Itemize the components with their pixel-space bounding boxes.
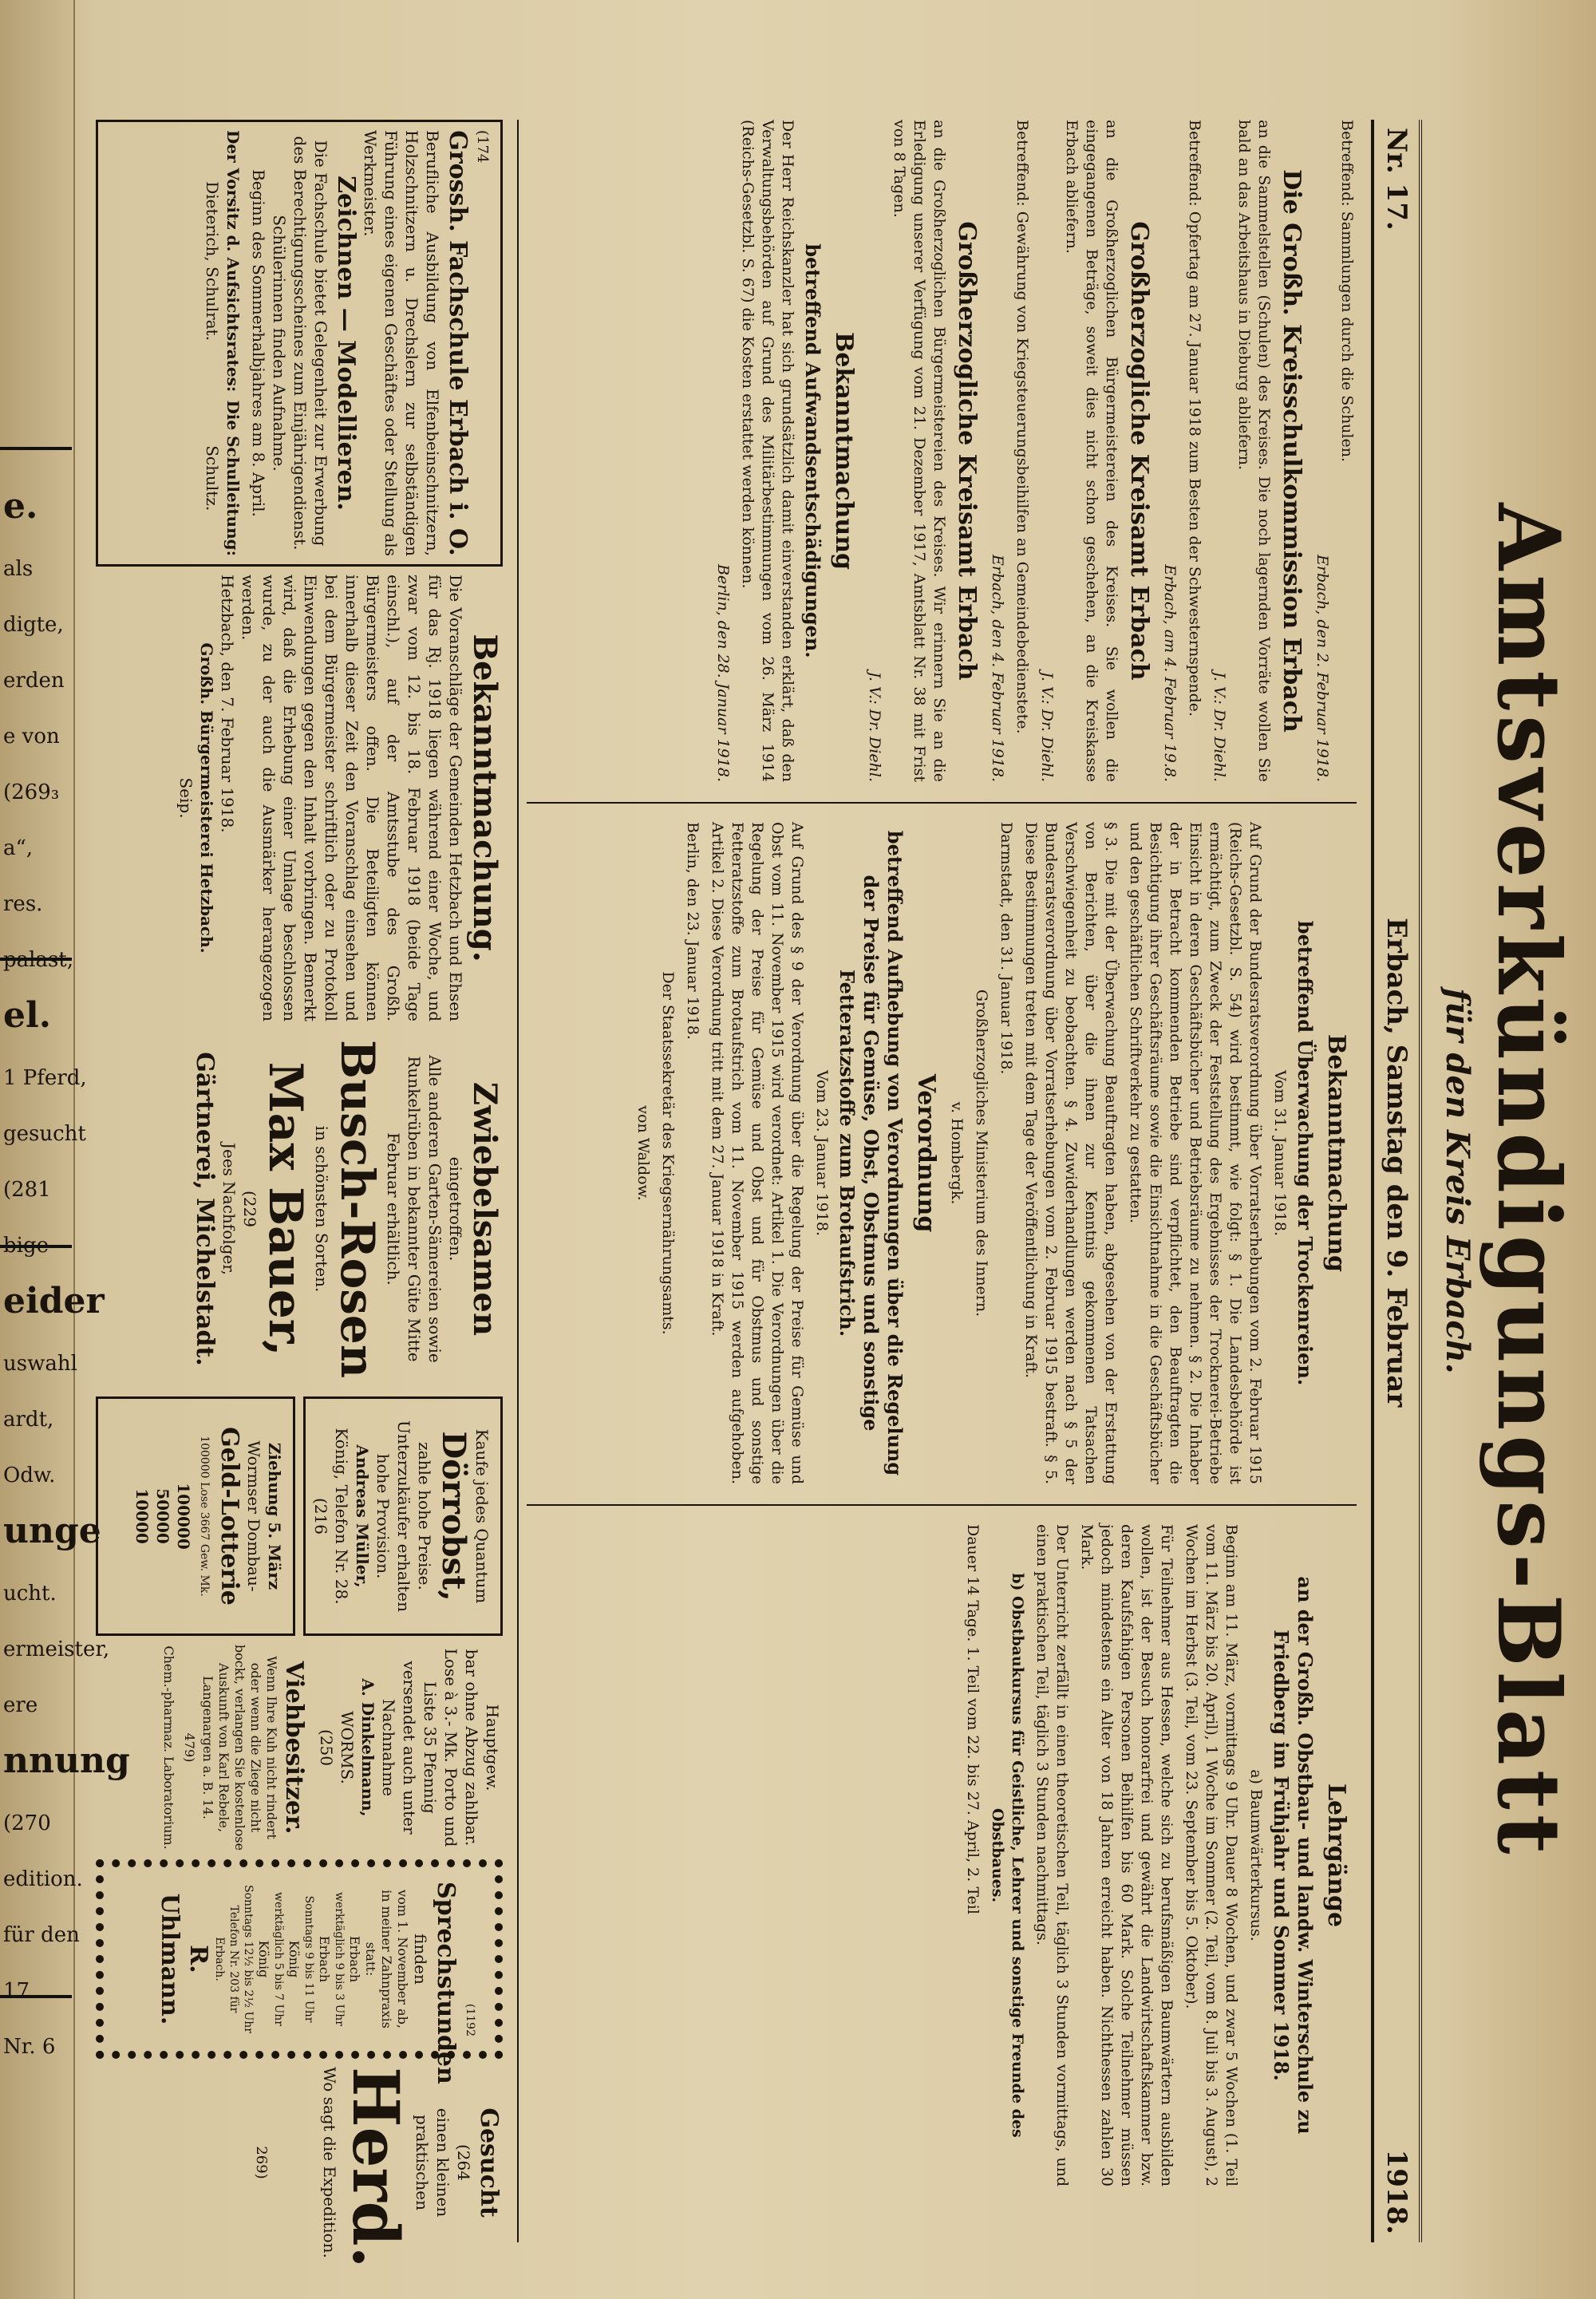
ad-sprechstunden-line-1: finden	[411, 1934, 430, 1985]
ad-vieh-text: Wenn Ihre Kuh nicht rindert oder wenn die Ziege nicht bockt, verlangen Sie kostenlose Auskunft von Karl Rebele, Langenargen a. B. 14.	[200, 1644, 279, 1851]
ad-fachschule-text-4: Beginn des Sommerhalbjahres am 8. April.	[249, 169, 268, 517]
adjacent-page-fragment: e von	[3, 725, 60, 749]
ad-lotterie-heading: Geld-Lotterie	[215, 1427, 243, 1606]
ad-lotterie-details	[96, 1644, 503, 1851]
notice-8-course-b: b) Obstbaukursus für Geistliche, Lehrer und sonstige Freunde des Obstbaues.	[989, 1573, 1026, 2138]
issue-year: 1918.	[1381, 2149, 1412, 2234]
notice-2-date: Erbach, am 4. Februar 19.8.	[1161, 564, 1179, 782]
adjacent-page-fragment: el.	[3, 995, 52, 1036]
ad-gemeinde	[96, 575, 503, 1021]
ad-herd	[96, 2067, 503, 2269]
ad-lotterie-prize-1: 100000	[174, 1483, 193, 1550]
notice-7-heading: Verordnung	[912, 1073, 940, 1233]
page-number: 269)	[253, 2146, 270, 2179]
notice-8-text-4: Dauer 14 Tage. 1. Teil vom 22. bis 27. April, 2. Teil	[964, 1524, 982, 1914]
notice-2-label: Betreffend: Opfertag am 27. Januar 1918 zum Besten der Schwesternspende.	[1186, 120, 1203, 717]
issue-number: Nr. 17.	[1381, 128, 1412, 231]
adjacent-page-fragment: res.	[3, 892, 43, 916]
ad-lotterie-line-2: Wormser Dombau-	[244, 1440, 263, 1592]
ad-gemeinde-heading: Bekanntmachung.	[466, 634, 504, 962]
adjacent-page-fragment: unge	[3, 1511, 101, 1551]
ad-lotterie-label: Hauptgew.	[483, 1704, 502, 1791]
ad-doerrobst-place: König, Telefon Nr. 28.	[332, 1428, 351, 1605]
notice-8-text-2: Für Teilnehmer aus Hessen, welche sich zu berufsmäßigen Baumwärtern ausbilden wollen, ist der Besuch honorarfrei und gewährt die Landwirtschaftskammer bzw. deren Kaufsfahigen Personen Beihilfen bis 60 Mark. Solche Teilnehmer müssen jedoch mindestens ein Alter von 18 Jahren erreicht haben. Nichthessen zahlen 30 Mark.	[1078, 1524, 1175, 2186]
adjacent-page-fragment: (270	[3, 1811, 51, 1835]
notice-5-subheading: betreffend Überwachung der Trockenreien.	[1294, 920, 1317, 1386]
ad-sprechstunden-right-time: Sonntags 9 bis 11 Uhr	[302, 1895, 315, 2023]
notice-4-heading: Bekanntmachung	[830, 331, 858, 570]
ad-zwiebel-sub: eingetroffen.	[446, 1156, 465, 1262]
ad-herd-number: (264	[454, 2144, 473, 2181]
adjacent-page-fragment: gesucht	[3, 1122, 86, 1146]
ad-vieh-footer: Chem.-pharmaz. Laboratorium.	[161, 1645, 176, 1850]
adjacent-page-fragment: 1 Pferd,	[3, 1066, 87, 1090]
notice-4-date: Berlin, den 28. Januar 1918.	[714, 564, 732, 782]
notice-7-name: von Waldow.	[634, 1105, 652, 1201]
ad-fachschule-text: Berufliche Ausbildung von Elfenbeinschnitzern, Holzschnitzern u. Drechslern zur selbständigen Führung eines eigenen Geschäftes oder Stellung als Werkmeister.	[361, 130, 442, 556]
ad-fachschule-right-label: Die Schulleitung:	[223, 400, 243, 556]
adjacent-page-rule	[0, 1995, 72, 1998]
notice-6-signature: Großherzogliches Ministerium des Innern.	[973, 989, 990, 1317]
masthead-subtitle: für den Kreis Erbach.	[1439, 988, 1476, 1374]
notice-8-text-3: Der Unterricht zerfällt in einen theoretischen Teil, täglich 3 Stunden vormittags, und einen praktischen Teil, täglich 3 Stunden nachmittags.	[1033, 1524, 1071, 2186]
notice-1-date: Erbach, den 2. Februar 1918.	[1314, 555, 1331, 782]
notice-8-subheading: an der Großh. Obstbau- und landw. Winterschule zu Friedberg im Frühjahr und Sommer 1918.	[1270, 1576, 1317, 2135]
notice-7-signature: Der Staatssekretär des Kriegsernährungsamts.	[659, 971, 677, 1335]
ad-fachschule-text-2: Die Fachschule bietet Gelegenheit zur Erwerbung des Berechtigungsscheines zum Einjährigendienst.	[290, 136, 330, 551]
ad-lotterie-prize-3: 10000	[132, 1488, 152, 1544]
notice-1-signature: J. V.: Dr. Diehl.	[1211, 671, 1228, 782]
issue-date: Erbach, Samstag den 9. Februar	[1381, 918, 1412, 1408]
notice-7-place: Berlin, den 23. Januar 1918.	[684, 822, 701, 1040]
column-divider	[527, 802, 1357, 804]
notice-2-heading: Großherzogliche Kreisamt Erbach	[1125, 221, 1153, 681]
notice-7-text: Auf Grund des § 9 der Verordnung über die Regelung der Preise für Gemüse und Obst vom 11. November 1915 wird verordnet: Artikel 1. Die Verordnungen über die Regelung der Preise für Gemüse und Obst und für Obstmus und sonstige Fetteratzstoffe zum Brotaufstrich vom 11. November 1915 werden aufgehoben. Artikel 2. Diese Verordnung tritt mit dem 27. Januar 1918 in Kraft.	[709, 822, 806, 1484]
ad-zwiebel	[96, 1029, 503, 1388]
notice-3-text: an die Großherzoglichen Bürgermeistereien des Kreises. Wir erinnern Sie an die Erledigung unserer Verfügung vom 21. Dezember 1917, Amtsblatt Nr. 38 mit Frist von 8 Tagen.	[891, 120, 948, 782]
column-2	[628, 822, 1357, 1484]
adjacent-page-fragment: uswahl	[3, 1352, 77, 1376]
adjacent-page-fragment: bige	[3, 1234, 49, 1258]
ad-zwiebel-heading-2: Busch-Rosen	[330, 1039, 385, 1378]
ad-doerrobst-number: (216	[311, 1498, 330, 1535]
notice-8-heading: Lehrgänge	[1322, 1783, 1350, 1928]
notice-2-signature: J. V.: Dr. Diehl.	[1038, 671, 1056, 782]
adjacent-page-fragment: palast,	[3, 948, 74, 972]
notice-6-name: v. Hombergk.	[948, 1101, 966, 1205]
ad-sprechstunden-line-2: vom 1. November ab, in meiner Zahnpraxis statt:	[363, 1890, 410, 2028]
ad-sprechstunden-name: R. Uhlmann.	[156, 1893, 212, 2025]
ad-gemeinde-signature: Großh. Bürgermeisterei Hetzbach.	[197, 642, 216, 954]
ad-doerrobst	[303, 1396, 503, 1636]
adjacent-page-fragment: für den	[3, 1923, 80, 1947]
column-1	[708, 120, 1357, 782]
ad-fachschule-right-name: Schultz.	[203, 445, 222, 512]
adjacent-page-fragment: Odw.	[3, 1464, 56, 1487]
ad-fachschule-left-label: Der Vorsitz d. Aufsichtsrates:	[223, 130, 243, 393]
ad-fachschule-left-name: Dieterich, Schulrat.	[203, 181, 222, 342]
ad-lotterie-prize-2: 50000	[153, 1488, 172, 1544]
ad-fachschule-subject: Zeichnen — Modellieren.	[332, 176, 360, 511]
section-divider	[517, 120, 519, 2242]
notice-8-text: Beginn am 11. März, vormittags 9 Uhr. Dauer 8 Wochen, und zwar 5 Wochen (1. Teil vom 11. März bis 20. April), 1 Woche im Sommer (2. Teil, vom 8. Juli bis 3. August), 2 Wochen im Herbst (3. Teil, vom 23. September bis 5. Oktober).	[1183, 1524, 1240, 2186]
ad-zwiebel-heading: Zwiebelsamen	[466, 1081, 504, 1337]
notice-3-date: Erbach, den 4. Februar 1918.	[989, 555, 1006, 782]
adjacent-page-fragment: 17	[3, 1979, 30, 2003]
ad-herd-text: einen kleinen praktischen	[413, 2107, 452, 2218]
ad-lotterie-line-4: bar ohne Abzug zahlbar.	[462, 1649, 481, 1847]
adjacent-page-fragment: (281	[3, 1178, 51, 1202]
adjacent-page-fragment: ermeister,	[3, 1637, 110, 1661]
ad-herd-heading: Gesucht	[475, 2107, 503, 2218]
ad-sprechstunden	[96, 1859, 503, 2084]
ad-lotterie-line-3: 100000 Lose 3667 Gew. Mk.	[198, 1436, 211, 1597]
dateline	[1371, 120, 1422, 2242]
ad-vieh-heading: Viehbesitzer.	[280, 1661, 308, 1835]
column-3	[958, 1524, 1357, 2186]
adjacent-page-fragment: eider	[3, 1281, 105, 1321]
adjacent-page-fragment: a“,	[3, 836, 34, 860]
adjacent-page-fragment: ardt,	[3, 1408, 54, 1432]
ad-fachschule-number: (174	[474, 130, 491, 164]
notice-1-label: Betreffend: Sammlungen durch die Schulen.	[1338, 120, 1356, 463]
adjacent-page-rule	[0, 447, 72, 450]
adjacent-page-fragment: digte,	[3, 613, 64, 637]
ad-doerrobst-name: Andreas Müller,	[353, 1444, 372, 1588]
notice-3-heading: Großherzogliche Kreisamt Erbach	[953, 221, 981, 681]
notice-7-date: Vom 23. Januar 1918.	[813, 1070, 831, 1236]
ad-lotterie-draw-date: Ziehung 5. März	[265, 1442, 284, 1590]
adjacent-page-rule	[0, 1245, 72, 1248]
adjacent-page-fragment: ucht.	[3, 1582, 57, 1606]
ad-sprechstunden-number: (1192	[464, 2003, 476, 2036]
ad-sprechstunden-heading: Sprechstunden	[432, 1882, 460, 2084]
ad-herd-footer: Wo sagt die Expedition.	[320, 2067, 339, 2258]
column-divider	[527, 1504, 1357, 1506]
ad-fachschule	[96, 120, 503, 567]
notice-6-text: § 3. Die mit der Überwachung Beauftragten haben, abgesehen von der Erstattung von Berichten, über die ihnen zur Kenntnis gekommenen Tatsachen Verschwiegenheit zu beobachten. § 4. Zuwiderhandlungen werden nach § 5 der Bundesratsverordnung über Vorratserhebungen vom 2. Februar 1915 bestraft. § 5. Diese Bestimmungen treten mit dem Tage der Veröffentlichung in Kraft.	[1022, 822, 1120, 1484]
notice-5-heading: Bekanntmachung	[1322, 1033, 1350, 1272]
ad-vieh-number: 479)	[182, 1732, 197, 1763]
ad-gemeinde-name: Seip.	[176, 777, 196, 819]
adjacent-page-fragment: nnung	[3, 1740, 130, 1781]
ad-doerrobst-heading: Dörrobst,	[435, 1431, 472, 1602]
notice-2-text: an die Großherzoglichen Bürgermeistereien des Kreises. Sie wollen die eingegangenen Beträge, soweit dies nicht schon geschehen, an die Kreiskasse Erbach abliefern.	[1063, 120, 1120, 782]
notice-6-date: Darmstadt, den 31. Januar 1918.	[998, 822, 1015, 1075]
ad-zwiebel-text: Alle anderen Garten-Sämereien sowie Runkelrüben in bekannter Güte Mitte Februar erhältlich.	[384, 1055, 444, 1363]
ad-zwiebel-number: (229	[240, 1191, 259, 1227]
ad-lotterie-name: A. Dinkelmann,	[358, 1678, 377, 1817]
notice-3-signature: J. V.: Dr. Diehl.	[866, 671, 883, 782]
masthead-title: Amtsverkündigungs-Blatt	[1478, 503, 1578, 1859]
adjacent-page-fragment: erden	[3, 669, 65, 693]
ad-herd-big: Herd.	[338, 2067, 413, 2269]
ad-fachschule-heading: Grossh. Fachschule Erbach i. O.	[444, 130, 472, 556]
notice-1-heading: Die Großh. Kreisschulkommission Erbach	[1278, 169, 1306, 733]
ad-gemeinde-text: Die Voranschläge der Gemeinden Hetzbach und Ehsen für das Rj. 1918 liegen während einer Woche, und zwar vom 12. bis 18. Februar 1918 (beide Tage einschl.), auf der Amtsstube des Großh. Bürgermeisters offen. Die Beteiligten können innerhalb dieser Zeit den Voranschlag einsehen und bei dem Bürgermeister schriftlich oder zu Protokoll Einwendungen gegen den Inhalt vorbringen. Bemerkt wird, daß die Erhebung einer Umlage beschlossen wurde, zu der auch die Ausmärker herangezogen werden.	[239, 575, 465, 1021]
ad-sprechstunden-right-time-2: Sonntags 12½ bis 2½ Uhr	[242, 1885, 255, 2033]
ad-doerrobst-line: Kaufe jedes Quantum	[472, 1428, 492, 1604]
notice-3-label: Betreffend: Gewährung von Kriegsteuerungsbeihilfen an Gemeindebedienstete.	[1013, 120, 1031, 734]
notice-1-text: an die Sammelstellen (Schulen) des Kreises. Die noch lagernden Vorräte wollen Sie bald an das Arbeitshaus in Dieburg abliefern.	[1235, 120, 1273, 782]
notice-5-text: Auf Grund der Bundesratsverordnung über Vorratserhebungen vom 2. Februar 1915 (Reichs-Gesetzbl. S. 54) wird bestimmt, wie folgt: § 1. Die Landesbehörde ist ermächtigt, zum Zweck der Feststellung des Ergebnisses der Trocknerei-Betriebe Einsicht in deren Geschäftsbücher und Betriebsräume zu nehmen. § 2. Die Inhaber der in Betracht kommenden Betriebe sind verpflichtet, den Beauftragten die Besichtigung ihrer Geschäftsräume sowie die Einsichtnahme in die Geschäftsbücher und den geschäftlichen Schriftverkehr zu gestatten.	[1127, 822, 1264, 1484]
ad-lotterie	[96, 1396, 295, 1636]
adjacent-page-fragment: ere	[3, 1693, 38, 1717]
ad-fachschule-text-3: Schülerinnen finden Aufnahme.	[270, 215, 289, 472]
newspaper-page	[80, 88, 1596, 2274]
ad-zwiebel-place: Gärtnerei, Michelstadt.	[191, 1052, 219, 1366]
ad-sprechstunden-right-place: Erbach	[317, 1935, 332, 1983]
notice-7-subheading: betreffend Aufhebung von Verordnungen über die Regelung der Preise für Gemüse, Obst, Obstmus und sonstige Fetteratzstoffe zum Brotaufstrich.	[836, 830, 907, 1476]
ad-sprechstunden-telephone: Telefon Nr. 203 für Erbach.	[213, 1905, 240, 2013]
ad-lotterie-place: WORMS.	[338, 1711, 357, 1784]
ad-lotterie-number: (250	[317, 1729, 336, 1766]
ad-gemeinde-date: Hetzbach, den 7. Februar 1918.	[218, 575, 237, 833]
ad-sprechstunden-left-time-2: werktäglich 5 bis 7 Uhr	[272, 1892, 285, 2026]
ad-sprechstunden-right-place-2: König	[256, 1940, 271, 1978]
ad-zwiebel-text-2: in schönsten Sorten.	[312, 1125, 331, 1293]
adjacent-page-fragment: als	[3, 557, 34, 581]
ad-zwiebel-name: Max Bauer,	[259, 1061, 313, 1357]
notice-4-subheading: betreffend Aufwandsentschädigungen.	[801, 243, 824, 658]
notice-4-text: Der Herr Reichskanzler hat sich grundsätzlich damit einverstanden erklärt, daß den Verwaltungsbehörden auf Grund des Militärbestimmungen vom 26. März 1914 (Reichs-Gesetzbl. S. 67) die Kosten erstattet werden können.	[739, 120, 796, 782]
adjacent-page-rule	[0, 958, 72, 961]
adjacent-page-fragment: Nr. 6	[3, 2035, 56, 2059]
ad-doerrobst-text: zahle hohe Preise. Unterzukäufer erhalten hohe Provision.	[373, 1420, 434, 1613]
ad-zwiebel-firm: Jees Nachfolger,	[219, 1142, 239, 1275]
adjacent-page-fragment: edition.	[3, 1867, 83, 1891]
adjacent-page-fragment: e.	[3, 486, 38, 527]
notice-8-course-a: a) Baumwärterkursus.	[1247, 1769, 1265, 1942]
ad-sprechstunden-left-place-2: König	[286, 1940, 302, 1978]
adjacent-page-strip	[0, 0, 130, 2299]
ad-sprechstunden-left-time: werktäglich 9 bis 3 Uhr	[333, 1892, 346, 2026]
notice-5-date: Vom 31. Januar 1918.	[1271, 1070, 1289, 1236]
ad-lotterie-line-5: Lose à 3.- Mk. Porto und Liste 35 Pfennig versendet auch unter Nachnahme	[379, 1648, 460, 1847]
ad-sprechstunden-left-place: Erbach	[347, 1935, 362, 1983]
adjacent-page-fragment: (269₃	[3, 780, 60, 804]
